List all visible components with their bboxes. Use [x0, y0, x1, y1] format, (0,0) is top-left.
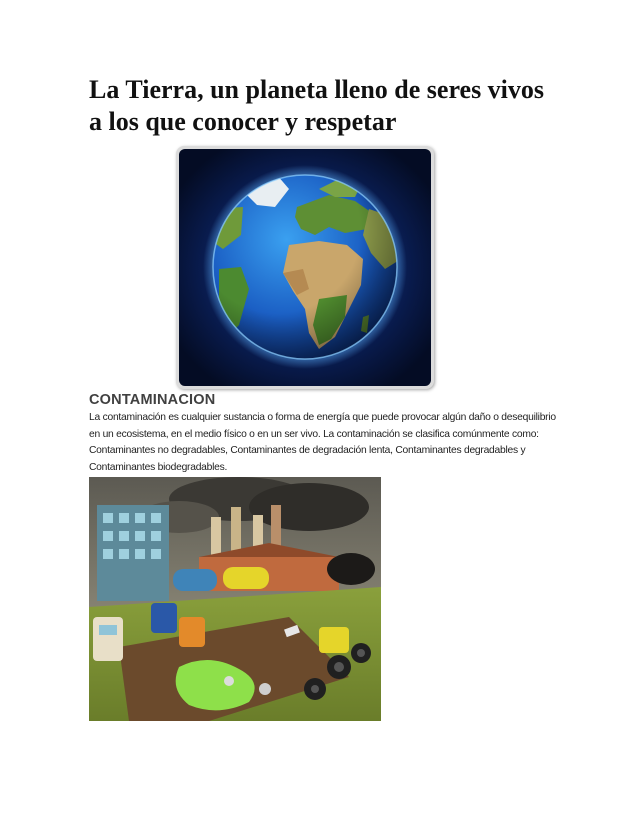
- earth-globe-illustration: [179, 149, 431, 386]
- page-title: La Tierra, un planeta lleno de seres vivos a los que conocer y respetar: [89, 75, 545, 136]
- section-heading: CONTAMINACION: [89, 392, 216, 408]
- pollution-illustration: [89, 477, 381, 721]
- body-paragraph: La contaminación es cualquier sustancia o forma de energía que puede provocar algún daño o desequilibrio en un ecosistema, en el medio físico o en un ser vivo. La contaminación se clasifica comúnmente como: Contaminantes no degradables, Contaminantes de degradación lenta, Contaminantes degradables y Contaminantes biodegradables.: [89, 412, 556, 473]
- pollution-image: [89, 477, 381, 721]
- earth-image: [176, 146, 434, 389]
